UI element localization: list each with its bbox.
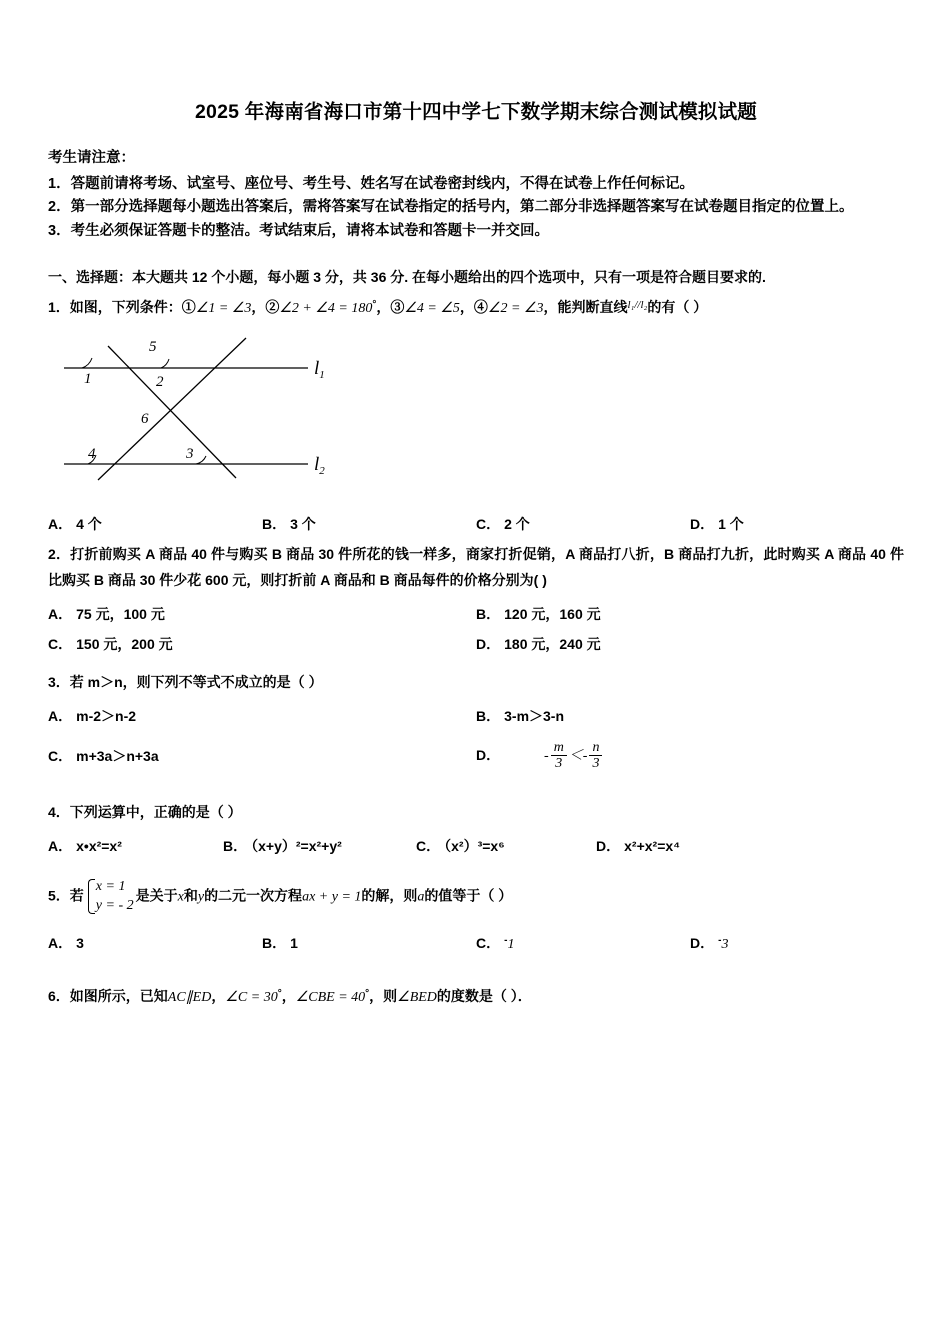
question-5-stem-lead: 若 [69, 887, 84, 904]
question-6-given-3: ∠CBE = 40 [295, 990, 366, 1006]
notice-line-3: 3．考生必须保证答题卡的整洁。考试结束后，请将本试卷和答题卡一并交回。 [48, 222, 550, 239]
question-1-sep-1: ，② [251, 299, 280, 316]
question-5-var-y: y [197, 889, 205, 905]
question-6 [48, 981, 904, 1014]
question-6-sep-3: ，则 [369, 988, 398, 1005]
question-1-stem-tail: ，能判断直线 [543, 299, 628, 316]
option-3-C[interactable]: C． m+3a＞n+3a [48, 747, 159, 764]
option-2-D[interactable]: D． 180 元，240 元 [476, 636, 601, 653]
section-1-heading: 一、选择题：本大题共 12 个小题，每小题 3 分，共 36 分. 在每小题给出的四个选项中，只有一项是符合题目要求的. [48, 269, 766, 286]
option-1-A[interactable]: A． 4 个 [48, 516, 102, 533]
question-1-condition-3: ∠4 = ∠5 [404, 301, 460, 317]
question-3 [48, 670, 904, 696]
question-2-options-row-1 [48, 604, 904, 624]
question-6-given-4: ∠BED [397, 990, 437, 1006]
option-5-C[interactable]: C． -1 [476, 935, 515, 953]
figure-label-1: 1 [84, 371, 92, 388]
question-5-stem-mid-1: 是关于 [135, 887, 178, 904]
question-5-equation: ax + y = 1 [302, 889, 362, 905]
option-5-A[interactable]: A． 3 [48, 935, 84, 952]
figure-label-6: 6 [141, 411, 149, 428]
question-6-sep-1: ， [211, 988, 226, 1005]
option-1-D[interactable]: D． 1 个 [690, 516, 744, 533]
degree-sign-1: ° [372, 299, 377, 311]
degree-sign-3: ° [365, 988, 370, 1000]
question-2-number: 2． [48, 546, 71, 563]
figure-line-label-l2: $l_2$ [314, 454, 325, 478]
question-1-parallel-lines: l₁//l₂ [627, 299, 648, 312]
question-5-stem-mid-3: 的二元一次方程 [204, 887, 303, 904]
question-1-number: 1． [48, 299, 70, 316]
option-4-C[interactable]: C． （x²）³=x⁶ [416, 837, 505, 854]
option-5-B[interactable]: B． 1 [262, 935, 298, 952]
question-1-sep-3: ，④ [459, 299, 488, 316]
question-6-given-2: ∠C = 30 [225, 990, 278, 1006]
question-1-stem-end: 的有（ ） [647, 299, 708, 316]
question-3-number: 3． [48, 674, 70, 691]
document-body [48, 96, 904, 1014]
question-5-var-a: a [417, 889, 425, 905]
option-4-A[interactable]: A． x•x²=x² [48, 837, 122, 854]
page-title: 2025 年海南省海口市第十四中学七下数学期末综合测试模拟试题 [195, 101, 757, 123]
option-3-D[interactable]: D． - $\frac{m}{3}$ ＜- $\frac{n}{3}$ [476, 740, 904, 772]
question-4-options [48, 836, 904, 856]
option-2-A[interactable]: A． 75 元，100 元 [48, 606, 165, 623]
question-5-var-x: x [177, 889, 184, 905]
option-4-B[interactable]: B． （x+y）²=x²+y² [223, 837, 342, 854]
figure-label-2: 2 [156, 374, 164, 391]
fraction-m-3: $\frac{m}{3}$ [551, 740, 567, 772]
option-3-B[interactable]: B． 3-m＞3-n [476, 708, 565, 725]
notice-line-2: 2．第一部分选择题每小题选出答案后，需将答案写在试卷指定的括号内，第二部分非选择题答案写在试卷题目指定的位置上。 [48, 199, 854, 216]
question-6-number: 6． [48, 988, 70, 1005]
question-4 [48, 800, 904, 826]
degree-sign-2: ° [277, 988, 282, 1000]
option-1-C[interactable]: C． 2 个 [476, 516, 530, 533]
question-1-condition-1: ∠1 = ∠3 [195, 301, 252, 317]
option-5-D[interactable]: D． -3 [690, 935, 729, 953]
question-1-figure [48, 328, 904, 504]
question-5-options [48, 933, 904, 953]
question-2-options-row-2 [48, 634, 904, 654]
fraction-n-3: $\frac{n}{3}$ [589, 740, 602, 772]
question-1-condition-4: ∠2 = ∠3 [487, 301, 544, 317]
parallel-lines-diagram [56, 328, 376, 504]
notice-heading: 考生请注意： [48, 150, 135, 166]
option-1-B[interactable]: B． 3 个 [262, 516, 316, 533]
question-6-sep-2: ， [281, 988, 296, 1005]
question-1-stem-lead: 如图，下列条件：① [69, 299, 196, 316]
question-1-options [48, 514, 904, 534]
question-1-sep-2: ，③ [376, 299, 405, 316]
question-5-system: x = 1 y = - 2 [86, 878, 134, 916]
option-4-D[interactable]: D． x²+x²=x⁴ [596, 837, 681, 854]
question-2 [48, 542, 904, 594]
question-1-condition-2: ∠2 + ∠4 = 180 [279, 301, 373, 317]
question-2-stem: 打折前购买 A 商品 40 件与购买 B 商品 30 件所花的钱一样多，商家打折促销，A 商品打八折，B 商品打九折，此时购买 A 商品 40 件比购买 B 商品 30 件少花 600 元，则打折前 A 商品和 B 商品每件的价格分别为( ) [48, 546, 904, 589]
question-3-options-row-2 [48, 740, 904, 772]
question-5-number: 5． [48, 887, 70, 904]
option-2-C[interactable]: C． 150 元，200 元 [48, 636, 173, 653]
notice-line-1: 1．答题前请将考场、试室号、座位号、考生号、姓名写在试卷密封线内，不得在试卷上作任何标记。 [48, 176, 695, 192]
question-6-stem-tail: 的度数是（ ）． [436, 988, 532, 1005]
question-4-number: 4． [48, 803, 70, 820]
figure-label-4: 4 [88, 446, 96, 463]
figure-line-label-l1: $l_1$ [314, 358, 325, 382]
option-3-D-expression: - $\frac{m}{3}$ ＜- $\frac{n}{3}$ [544, 740, 604, 772]
question-4-stem: 下列运算中，正确的是（ ） [69, 803, 242, 820]
question-3-options-row-1 [48, 706, 904, 726]
question-3-stem: 若 m＞n，则下列不等式不成立的是（ ） [69, 674, 323, 691]
question-5-stem-tail: 的值等于（ ） [424, 887, 513, 904]
question-5-stem-mid-4: 的解，则 [361, 887, 418, 904]
option-3-A[interactable]: A． m-2＞n-2 [48, 708, 137, 725]
option-2-B[interactable]: B． 120 元，160 元 [476, 606, 601, 623]
question-5 [48, 878, 904, 916]
question-1 [48, 295, 904, 322]
figure-label-3: 3 [186, 446, 194, 463]
figure-label-5: 5 [149, 339, 157, 356]
question-6-stem-lead: 如图所示，已知 [69, 988, 168, 1005]
question-5-stem-mid-2: 和 [183, 887, 198, 904]
question-6-given-1: AC∥ED [167, 990, 212, 1006]
